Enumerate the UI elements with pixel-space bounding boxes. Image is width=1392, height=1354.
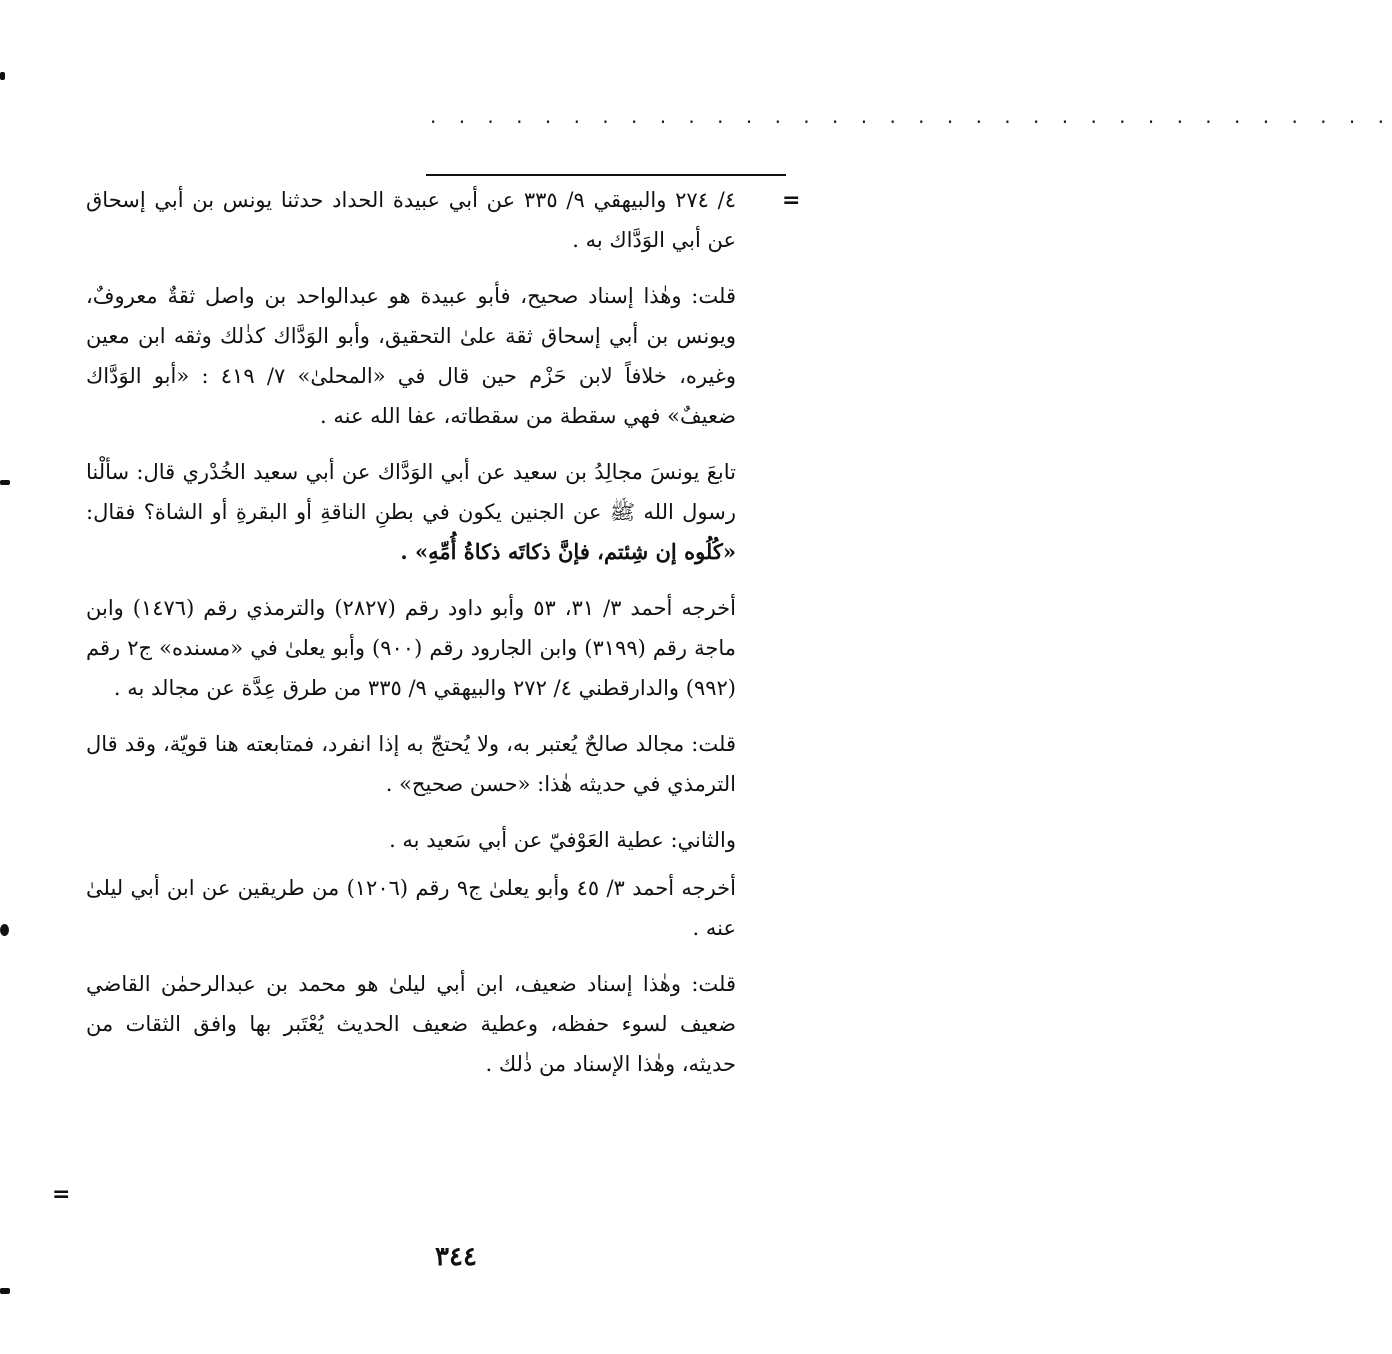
paragraph-3 — [86, 452, 736, 572]
paragraph-4: أخرجه أحمد ٣/ ٣١، ٥٣ وأبو داود رقم (٢٨٢٧) والترمذي رقم (١٤٧٦) وابن ماجة رقم (٣١٩٩) وابن الجارود رقم (٩٠٠) وأبو يعلىٰ في «مسنده» ج٢ رقم (٩٩٢) والدارقطني ٤/ ٢٧٢ والبيهقي ٩/ ٣٣٥ من طرق عِدَّة عن مجالد به . — [86, 596, 736, 700]
page-number: ٣٤٤ — [435, 1242, 477, 1272]
hadith-text: «كُلُوه إن شِئتم، فإنَّ ذكاتَه ذكاةُ أُمِّهِ» . — [400, 539, 736, 564]
continuation-mark-top: = — [782, 188, 801, 213]
paragraph-5: قلت: مجالد صالحٌ يُعتبر به، ولا يُحتجّ به إذا انفرد، فمتابعته هنا قويّة، وقد قال الترمذي في حديثه هٰذا: «حسن صحيح» . — [86, 732, 736, 796]
scan-edge-mark — [0, 480, 10, 485]
paragraph-1: ٤/ ٢٧٤ والبيهقي ٩/ ٣٣٥ عن أبي عبيدة الحداد حدثنا يونس بن أبي إسحاق عن أبي الوَدَّاك به . — [86, 188, 736, 252]
scan-edge-mark — [0, 924, 9, 936]
scan-edge-mark — [0, 72, 5, 80]
page-body — [86, 180, 736, 1100]
paragraph-2: قلت: وهٰذا إسناد صحيح، فأبو عبيدة هو عبدالواحد بن واصل ثقةٌ معروفٌ، ويونس بن أبي إسحاق ثقة علىٰ التحقيق، وأبو الوَدَّاك كذٰلك وثقه ابن معين وغيره، خلافاً لابن حَزْم حين قال في «المحلىٰ» ٧/ ٤١٩ : «أبو الوَدَّاك ضعيفٌ» فهي سقطة من سقطاته، عفا الله عنه . — [86, 284, 736, 428]
scan-edge-mark — [0, 1288, 10, 1294]
paragraph-6: والثاني: عطية العَوْفيّ عن أبي سَعيد به . — [389, 828, 736, 852]
paragraph-7: أخرجه أحمد ٣/ ٤٥ وأبو يعلىٰ ج٩ رقم (١٢٠٦) من طريقين عن ابن أبي ليلىٰ عنه . — [86, 876, 736, 940]
paragraph-8: قلت: وهٰذا إسناد ضعيف، ابن أبي ليلىٰ هو محمد بن عبدالرحمٰن القاضي ضعيف لسوء حفظه، وعطية ضعيف الحديث يُعْتَبر بها وافق الثقات من حديثه، وهٰذا الإسناد من ذٰلك . — [86, 972, 736, 1076]
paragraph-3-intro: تابعَ يونسَ مجالِدُ بن سعيد عن أبي الوَدَّاك عن أبي سعيد الخُدْري قال: سألْنا رسول الله ﷺ عن الجنين يكون في بطنِ الناقةِ أو البقرةِ أو الشاة؟ فقال: — [86, 460, 736, 524]
footnote-rule — [426, 174, 786, 176]
continuation-mark-bottom: = — [52, 1182, 71, 1207]
dotted-separator: . . . . . . . . . . . . . . . . . . . . . . . . . . . . . . . . . . — [430, 104, 1392, 128]
